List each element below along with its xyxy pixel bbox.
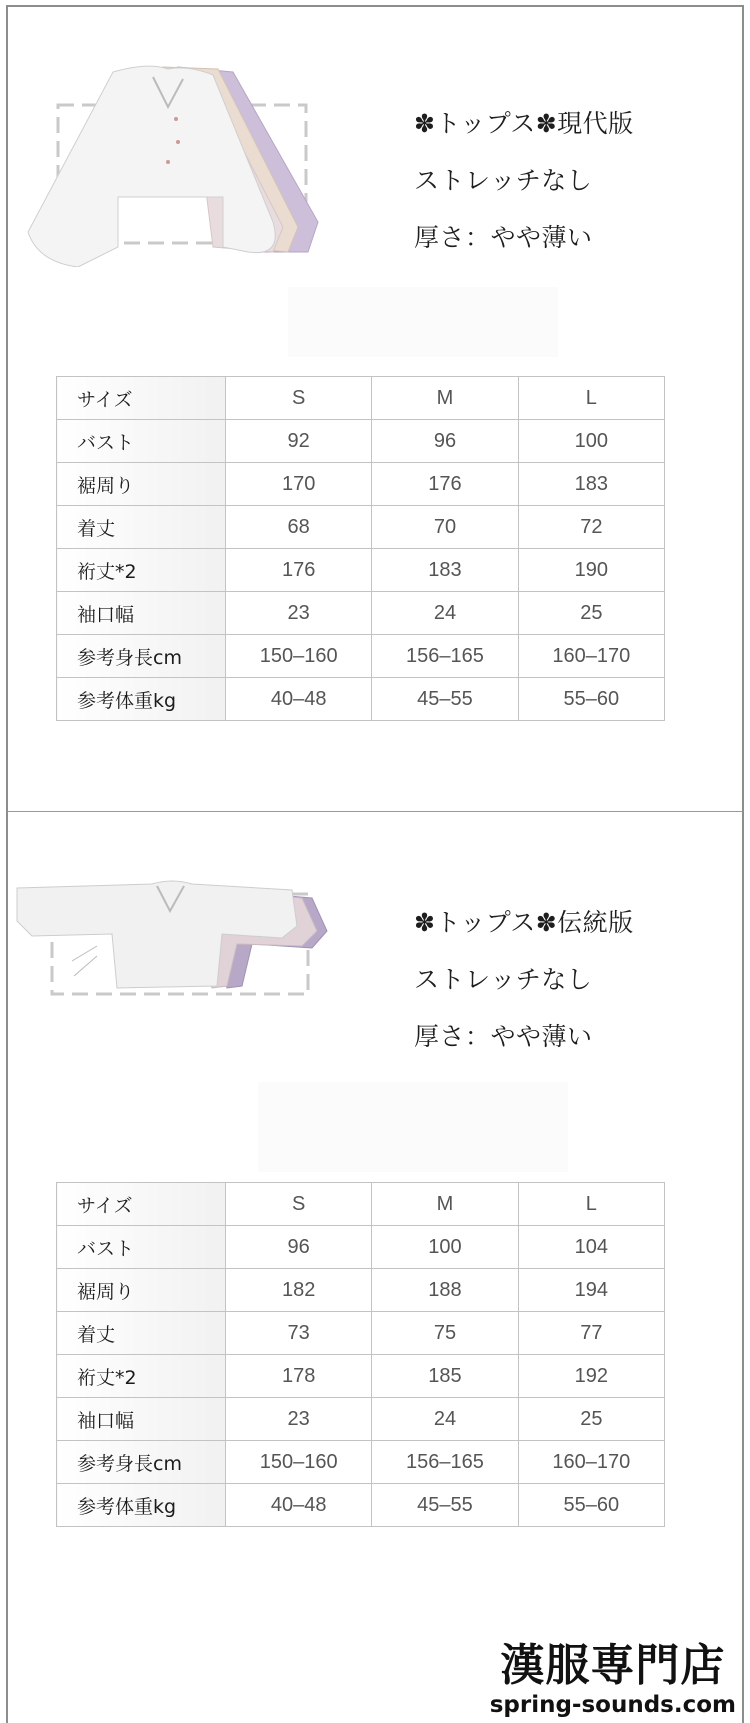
table-cell: 68 bbox=[226, 506, 372, 549]
table-header-cell: L bbox=[518, 1183, 664, 1226]
row-label: バスト bbox=[57, 420, 226, 463]
row-label: 裄丈*2 bbox=[57, 1355, 226, 1398]
table-cell: 170 bbox=[226, 463, 372, 506]
table-cell: 40–48 bbox=[226, 678, 372, 721]
table-cell: 70 bbox=[372, 506, 518, 549]
brand-watermark bbox=[490, 1640, 736, 1718]
table-cell: 25 bbox=[518, 592, 664, 635]
table-cell: 192 bbox=[518, 1355, 664, 1398]
row-label: 着丈 bbox=[57, 506, 226, 549]
brand-url: spring-sounds.com bbox=[489, 1692, 736, 1718]
table-cell: 160–170 bbox=[518, 1441, 664, 1484]
table-header-cell: サイズ bbox=[57, 377, 226, 420]
spec-stretch: ストレッチなし bbox=[414, 166, 593, 195]
shadow-area bbox=[288, 287, 558, 357]
table-row bbox=[57, 1269, 665, 1312]
table-cell: 188 bbox=[372, 1269, 518, 1312]
table-cell: 45–55 bbox=[372, 1484, 518, 1527]
table-header-cell: M bbox=[372, 377, 518, 420]
table-header-cell: サイズ bbox=[57, 1183, 226, 1226]
table-row bbox=[57, 1484, 665, 1527]
brand-name: 漢服専門店 bbox=[500, 1640, 726, 1691]
table-cell: 23 bbox=[226, 592, 372, 635]
table-cell: 24 bbox=[372, 1398, 518, 1441]
row-label: 袖口幅 bbox=[57, 592, 226, 635]
table-cell: 160–170 bbox=[518, 635, 664, 678]
table-cell: 77 bbox=[518, 1312, 664, 1355]
table-header-cell: L bbox=[518, 377, 664, 420]
table-cell: 176 bbox=[226, 549, 372, 592]
spec-title: ✽トップス✽伝統版 bbox=[414, 908, 634, 937]
table-cell: 183 bbox=[372, 549, 518, 592]
table-cell: 176 bbox=[372, 463, 518, 506]
row-label: 裾周り bbox=[57, 463, 226, 506]
table-row bbox=[57, 678, 665, 721]
table-header-row bbox=[57, 377, 665, 420]
table-cell: 96 bbox=[226, 1226, 372, 1269]
table-row bbox=[57, 1312, 665, 1355]
spec-text-traditional bbox=[414, 894, 634, 1065]
row-label: 裾周り bbox=[57, 1269, 226, 1312]
table-cell: 75 bbox=[372, 1312, 518, 1355]
table-cell: 156–165 bbox=[372, 635, 518, 678]
size-table-traditional bbox=[56, 1182, 665, 1527]
spec-title: ✽トップス✽現代版 bbox=[414, 109, 634, 138]
table-cell: 45–55 bbox=[372, 678, 518, 721]
row-label: 着丈 bbox=[57, 1312, 226, 1355]
table-cell: 104 bbox=[518, 1226, 664, 1269]
row-label: 参考身長cm bbox=[57, 635, 226, 678]
table-cell: 156–165 bbox=[372, 1441, 518, 1484]
table-row bbox=[57, 549, 665, 592]
table-cell: 72 bbox=[518, 506, 664, 549]
table-cell: 194 bbox=[518, 1269, 664, 1312]
table-cell: 150–160 bbox=[226, 1441, 372, 1484]
row-label: 裄丈*2 bbox=[57, 549, 226, 592]
table-cell: 190 bbox=[518, 549, 664, 592]
table-cell: 183 bbox=[518, 463, 664, 506]
row-label: 参考身長cm bbox=[57, 1441, 226, 1484]
table-cell: 96 bbox=[372, 420, 518, 463]
table-header-row bbox=[57, 1183, 665, 1226]
table-cell: 55–60 bbox=[518, 678, 664, 721]
row-label: バスト bbox=[57, 1226, 226, 1269]
table-row bbox=[57, 463, 665, 506]
product-image-modern bbox=[18, 47, 348, 267]
size-table-modern bbox=[56, 376, 665, 721]
table-cell: 92 bbox=[226, 420, 372, 463]
table-cell: 185 bbox=[372, 1355, 518, 1398]
table-cell: 178 bbox=[226, 1355, 372, 1398]
table-row bbox=[57, 1398, 665, 1441]
table-cell: 40–48 bbox=[226, 1484, 372, 1527]
table-row bbox=[57, 592, 665, 635]
table-row bbox=[57, 506, 665, 549]
table-header-cell: M bbox=[372, 1183, 518, 1226]
table-row bbox=[57, 1355, 665, 1398]
table-row bbox=[57, 420, 665, 463]
row-label: 袖口幅 bbox=[57, 1398, 226, 1441]
spec-thickness: 厚さ：やや薄い bbox=[414, 1022, 593, 1051]
table-cell: 73 bbox=[226, 1312, 372, 1355]
row-label: 参考体重kg bbox=[57, 1484, 226, 1527]
table-header-cell: S bbox=[226, 1183, 372, 1226]
spec-text-modern bbox=[414, 95, 634, 266]
table-header-cell: S bbox=[226, 377, 372, 420]
row-label: 参考体重kg bbox=[57, 678, 226, 721]
table-cell: 24 bbox=[372, 592, 518, 635]
table-cell: 150–160 bbox=[226, 635, 372, 678]
table-cell: 23 bbox=[226, 1398, 372, 1441]
shadow-area bbox=[258, 1082, 568, 1172]
table-cell: 55–60 bbox=[518, 1484, 664, 1527]
table-cell: 25 bbox=[518, 1398, 664, 1441]
table-row bbox=[57, 1226, 665, 1269]
table-row bbox=[57, 635, 665, 678]
spec-thickness: 厚さ：やや薄い bbox=[414, 223, 593, 252]
table-cell: 100 bbox=[372, 1226, 518, 1269]
spec-stretch: ストレッチなし bbox=[414, 965, 593, 994]
product-image-traditional bbox=[12, 876, 352, 1006]
table-cell: 182 bbox=[226, 1269, 372, 1312]
table-row bbox=[57, 1441, 665, 1484]
table-cell: 100 bbox=[518, 420, 664, 463]
